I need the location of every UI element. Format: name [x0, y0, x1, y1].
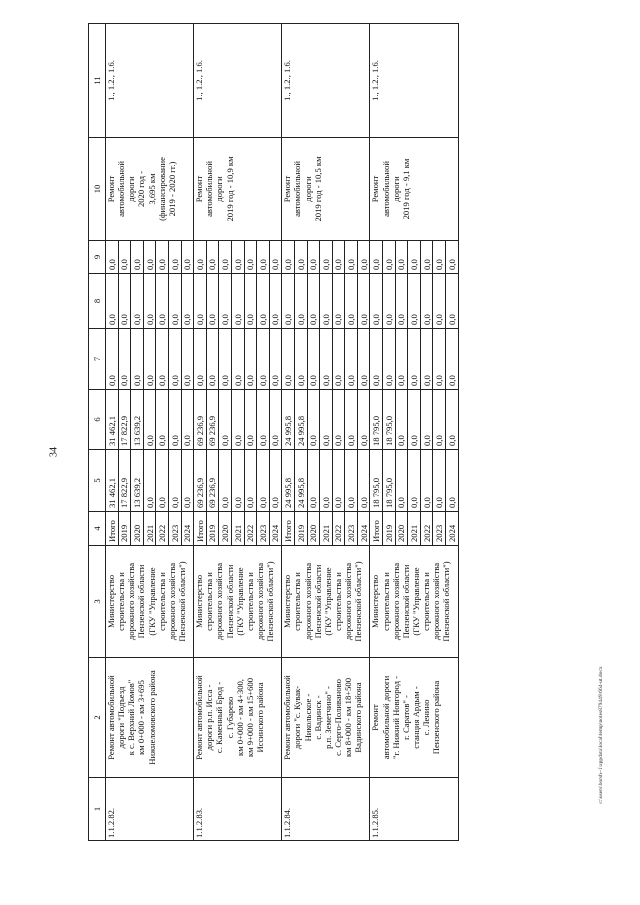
footer-file-path: c:\users\borsh~1\appdata\local\temp\notes879449\664-ut.docx: [598, 666, 604, 804]
measure-result: Ремонт автомобильной дороги 2019 год - 10,5 км: [282, 138, 370, 241]
measure-executor: Министерство строительства и дорожного хозяйства Пензенской области (ГКУ "Управление строительства и дорожного хозяйства Пензенской области"): [106, 546, 194, 658]
amount-cell: 0,0: [269, 241, 282, 274]
year-cell: 2020: [395, 512, 408, 546]
amount-cell: 24 995,8: [294, 390, 307, 450]
year-cell: 2024: [181, 512, 194, 546]
amount-cell: 0,0: [156, 274, 169, 329]
amount-cell: 0,0: [269, 274, 282, 329]
amount-cell: 0,0: [156, 450, 169, 512]
amount-cell: 0,0: [345, 329, 358, 390]
amount-cell: 0,0: [219, 390, 232, 450]
amount-cell: 0,0: [433, 329, 446, 390]
amount-cell: 24 995,8: [294, 450, 307, 512]
amount-cell: 0,0: [282, 329, 295, 390]
year-cell: 2023: [168, 512, 181, 546]
year-cell: 2023: [257, 512, 270, 546]
amount-cell: 0,0: [118, 241, 131, 274]
year-cell: 2019: [383, 512, 396, 546]
amount-cell: 0,0: [131, 329, 144, 390]
table-row: [194, 24, 207, 841]
amount-cell: 0,0: [307, 329, 320, 390]
amount-cell: 0,0: [257, 241, 270, 274]
amount-cell: 0,0: [307, 241, 320, 274]
target-indicators: 1., 1.2., 1.6.: [106, 24, 194, 138]
table-row: [282, 24, 295, 841]
amount-cell: 0,0: [370, 274, 383, 329]
amount-cell: 0,0: [433, 274, 446, 329]
column-header: 3: [89, 546, 106, 658]
amount-cell: 0,0: [357, 329, 370, 390]
measure-executor: Министерство строительства и дорожного хозяйства Пензенской области (ГКУ "Управление строительства и дорожного хозяйства Пензенской области"): [370, 546, 458, 658]
column-header: 2: [89, 658, 106, 778]
amount-cell: 0,0: [433, 450, 446, 512]
amount-cell: 0,0: [131, 274, 144, 329]
amount-cell: 0,0: [106, 241, 119, 274]
amount-cell: 0,0: [194, 241, 207, 274]
amount-cell: 24 995,8: [282, 390, 295, 450]
amount-cell: 0,0: [257, 329, 270, 390]
amount-cell: 69 236,9: [206, 450, 219, 512]
measure-executor: Министерство строительства и дорожного хозяйства Пензенской области (ГКУ "Управление строительства и дорожного хозяйства Пензенской области"): [282, 546, 370, 658]
amount-cell: 0,0: [143, 390, 156, 450]
year-cell: 2019: [294, 512, 307, 546]
amount-cell: 0,0: [395, 329, 408, 390]
year-cell: 2022: [244, 512, 257, 546]
amount-cell: 0,0: [383, 241, 396, 274]
amount-cell: 0,0: [206, 274, 219, 329]
amount-cell: 0,0: [168, 274, 181, 329]
amount-cell: 0,0: [131, 241, 144, 274]
amount-cell: 0,0: [357, 450, 370, 512]
measure-name: Ремонт автомобильной дороги "с. Кувак- Никольское - с. Вадинск - р.п. Земетчино" - с. Серго-Поливаново км 8+000 - км 18+500 Вадинского района: [282, 658, 370, 778]
amount-cell: 0,0: [244, 390, 257, 450]
measure-name: Ремонт автомобильной дороги р.п. Исса - с. Каменный Брод - с. Губарево км 0+000 - км 4+300, км 9+000 - км 15+600 Иссинского района: [194, 658, 282, 778]
amount-cell: 69 236,9: [194, 450, 207, 512]
amount-cell: 0,0: [420, 274, 433, 329]
amount-cell: 0,0: [408, 450, 421, 512]
amount-cell: 0,0: [332, 274, 345, 329]
year-cell: 2019: [206, 512, 219, 546]
amount-cell: 0,0: [143, 274, 156, 329]
year-cell: 2021: [231, 512, 244, 546]
amount-cell: 0,0: [345, 274, 358, 329]
year-cell: Итого: [194, 512, 207, 546]
amount-cell: 0,0: [433, 241, 446, 274]
amount-cell: 24 995,8: [282, 450, 295, 512]
amount-cell: 0,0: [231, 450, 244, 512]
amount-cell: 0,0: [269, 450, 282, 512]
amount-cell: 0,0: [320, 329, 333, 390]
amount-cell: 0,0: [118, 329, 131, 390]
amount-cell: 0,0: [181, 274, 194, 329]
amount-cell: 0,0: [244, 274, 257, 329]
year-cell: Итого: [282, 512, 295, 546]
amount-cell: 0,0: [446, 241, 459, 274]
amount-cell: 18 795,0: [370, 450, 383, 512]
amount-cell: 0,0: [320, 241, 333, 274]
amount-cell: 0,0: [408, 329, 421, 390]
amount-cell: 18 795,0: [383, 390, 396, 450]
target-indicators: 1., 1.2., 1.6.: [370, 24, 458, 138]
year-cell: 2022: [332, 512, 345, 546]
measure-code: 1.1.2.82.: [106, 778, 194, 841]
amount-cell: 0,0: [294, 274, 307, 329]
year-cell: 2024: [446, 512, 459, 546]
amount-cell: 0,0: [408, 390, 421, 450]
amount-cell: 31 462,1: [106, 390, 119, 450]
column-header: 4: [89, 512, 106, 546]
column-header: 11: [89, 24, 106, 138]
amount-cell: 0,0: [408, 241, 421, 274]
amount-cell: 0,0: [294, 329, 307, 390]
measure-name: Ремонт автомобильной дороги "Подъезд к с. Верхний Ломов" км 0+000 - км 3+695 Нижнеломовского района: [106, 658, 194, 778]
year-cell: 2019: [118, 512, 131, 546]
year-cell: 2024: [269, 512, 282, 546]
measure-executor: Министерство строительства и дорожного хозяйства Пензенской области (ГКУ "Управление строительства и дорожного хозяйства Пензенской области"): [194, 546, 282, 658]
amount-cell: 0,0: [332, 450, 345, 512]
column-number-row: [89, 24, 106, 841]
amount-cell: 0,0: [345, 450, 358, 512]
column-header: 5: [89, 450, 106, 512]
amount-cell: 0,0: [357, 274, 370, 329]
amount-cell: 0,0: [194, 274, 207, 329]
amount-cell: 0,0: [420, 241, 433, 274]
amount-cell: 0,0: [257, 274, 270, 329]
amount-cell: 69 236,9: [194, 390, 207, 450]
amount-cell: 0,0: [168, 390, 181, 450]
amount-cell: 13 639,2: [131, 390, 144, 450]
amount-cell: 0,0: [168, 241, 181, 274]
amount-cell: 0,0: [332, 329, 345, 390]
amount-cell: 0,0: [231, 241, 244, 274]
measure-result: Ремонт автомобильной дороги 2019 год - 9,1 км: [370, 138, 458, 241]
amount-cell: 0,0: [307, 274, 320, 329]
amount-cell: 0,0: [370, 241, 383, 274]
amount-cell: 0,0: [269, 390, 282, 450]
amount-cell: 0,0: [345, 241, 358, 274]
column-header: 8: [89, 274, 106, 329]
amount-cell: 17 822,9: [118, 390, 131, 450]
program-measures-table: [88, 23, 459, 841]
amount-cell: 0,0: [345, 390, 358, 450]
table-body: [106, 24, 459, 841]
amount-cell: 0,0: [194, 329, 207, 390]
year-cell: 2022: [156, 512, 169, 546]
amount-cell: 0,0: [395, 274, 408, 329]
amount-cell: 0,0: [357, 390, 370, 450]
amount-cell: 0,0: [231, 274, 244, 329]
target-indicators: 1., 1.2., 1.6.: [194, 24, 282, 138]
amount-cell: 0,0: [420, 450, 433, 512]
amount-cell: 0,0: [357, 241, 370, 274]
amount-cell: 0,0: [219, 274, 232, 329]
year-cell: 2020: [131, 512, 144, 546]
amount-cell: 0,0: [143, 329, 156, 390]
year-cell: 2021: [408, 512, 421, 546]
amount-cell: 0,0: [370, 329, 383, 390]
measure-name: Ремонт автомобильной дороги "г. Нижний Новгород - г. Саратов" - станция Ардым - с. Ленино Пензенского района: [370, 658, 458, 778]
year-cell: Итого: [106, 512, 119, 546]
measure-result: Ремонт автомобильной дороги 2019 год - 10,9 км: [194, 138, 282, 241]
table-row: [106, 24, 119, 841]
page-number: 34: [48, 447, 60, 457]
measure-result: Ремонт автомобильной дороги 2020 год - 3,695 км (финансирование 2019 - 2020 гг.): [106, 138, 194, 241]
year-cell: Итого: [370, 512, 383, 546]
amount-cell: 0,0: [231, 329, 244, 390]
table-row: [370, 24, 383, 841]
amount-cell: 0,0: [244, 450, 257, 512]
amount-cell: 0,0: [320, 390, 333, 450]
year-cell: 2021: [320, 512, 333, 546]
column-header: 10: [89, 138, 106, 241]
target-indicators: 1., 1.2., 1.6.: [282, 24, 370, 138]
year-cell: 2020: [307, 512, 320, 546]
column-header: 9: [89, 241, 106, 274]
amount-cell: 0,0: [383, 329, 396, 390]
amount-cell: 0,0: [181, 390, 194, 450]
amount-cell: 31 462,1: [106, 450, 119, 512]
amount-cell: 17 822,9: [118, 450, 131, 512]
amount-cell: 0,0: [446, 450, 459, 512]
amount-cell: 18 795,0: [383, 450, 396, 512]
amount-cell: 69 236,9: [206, 390, 219, 450]
amount-cell: 0,0: [156, 241, 169, 274]
amount-cell: 0,0: [294, 241, 307, 274]
amount-cell: 0,0: [257, 450, 270, 512]
amount-cell: 0,0: [332, 241, 345, 274]
column-header: 6: [89, 390, 106, 450]
amount-cell: 0,0: [106, 329, 119, 390]
rotated-table-container: [88, 24, 595, 841]
amount-cell: 0,0: [181, 329, 194, 390]
year-cell: 2021: [143, 512, 156, 546]
year-cell: 2023: [345, 512, 358, 546]
amount-cell: 0,0: [395, 241, 408, 274]
amount-cell: 0,0: [257, 390, 270, 450]
amount-cell: 0,0: [282, 241, 295, 274]
amount-cell: 0,0: [383, 274, 396, 329]
measure-code: 1.1.2.85.: [370, 778, 458, 841]
amount-cell: 0,0: [244, 241, 257, 274]
amount-cell: 0,0: [219, 241, 232, 274]
column-header: 1: [89, 778, 106, 841]
amount-cell: 0,0: [168, 329, 181, 390]
amount-cell: 0,0: [143, 241, 156, 274]
amount-cell: 0,0: [156, 329, 169, 390]
amount-cell: 0,0: [206, 329, 219, 390]
year-cell: 2023: [433, 512, 446, 546]
amount-cell: 0,0: [168, 450, 181, 512]
amount-cell: 0,0: [307, 390, 320, 450]
amount-cell: 0,0: [282, 274, 295, 329]
amount-cell: 0,0: [320, 450, 333, 512]
amount-cell: 0,0: [320, 274, 333, 329]
amount-cell: 0,0: [395, 390, 408, 450]
amount-cell: 0,0: [244, 329, 257, 390]
amount-cell: 0,0: [106, 274, 119, 329]
year-cell: 2022: [420, 512, 433, 546]
amount-cell: 13 639,2: [131, 450, 144, 512]
amount-cell: 0,0: [408, 274, 421, 329]
amount-cell: 0,0: [181, 450, 194, 512]
amount-cell: 0,0: [446, 329, 459, 390]
amount-cell: 0,0: [181, 241, 194, 274]
amount-cell: 0,0: [269, 329, 282, 390]
year-cell: 2024: [357, 512, 370, 546]
amount-cell: 0,0: [219, 329, 232, 390]
amount-cell: 18 795,0: [370, 390, 383, 450]
amount-cell: 0,0: [118, 274, 131, 329]
amount-cell: 0,0: [143, 450, 156, 512]
amount-cell: 0,0: [395, 450, 408, 512]
amount-cell: 0,0: [231, 390, 244, 450]
measure-code: 1.1.2.83.: [194, 778, 282, 841]
amount-cell: 0,0: [446, 390, 459, 450]
year-cell: 2020: [219, 512, 232, 546]
column-header: 7: [89, 329, 106, 390]
amount-cell: 0,0: [332, 390, 345, 450]
amount-cell: 0,0: [420, 390, 433, 450]
amount-cell: 0,0: [307, 450, 320, 512]
amount-cell: 0,0: [420, 329, 433, 390]
amount-cell: 0,0: [446, 274, 459, 329]
measure-code: 1.1.2.84.: [282, 778, 370, 841]
amount-cell: 0,0: [206, 241, 219, 274]
amount-cell: 0,0: [219, 450, 232, 512]
amount-cell: 0,0: [156, 390, 169, 450]
amount-cell: 0,0: [433, 390, 446, 450]
